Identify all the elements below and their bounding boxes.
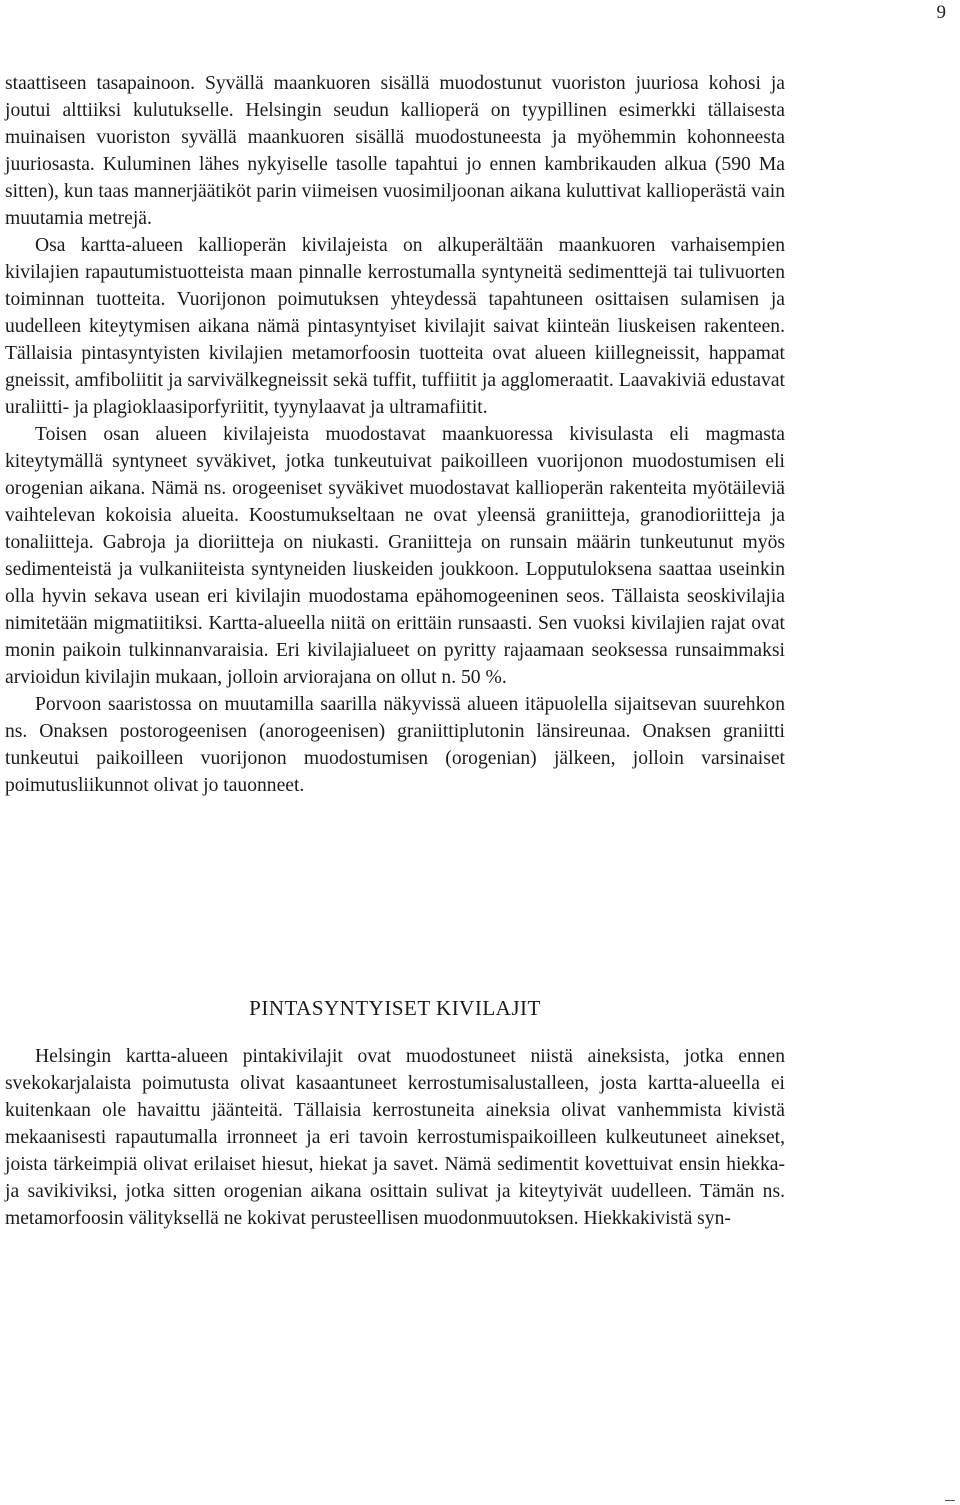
section-body-1 — [5, 70, 785, 799]
corner-mark — [945, 1500, 955, 1501]
paragraph-5: Helsingin kartta-alueen pintakivilajit ovat muodostuneet niistä aineksista, jotka ennen svekokarjalaista poimutusta olivat kasaantuneet kerrostumisalustalleen, josta kartta-alueella ei kuitenkaan ole havaittu jäänteitä. Tällaisia kerrostuneita aineksia olivat vanhemmista kivistä mekaanisesti rapautumalla irronneet ja eri tavoin kerrostumispaikoilleen kulkeutuneet ainekset, joista tärkeimpiä olivat erilaiset hiesut, hiekat ja savet. Nämä sedimentit kovettuivat ensin hiekka- ja savikiviksi, jotka sitten orogenian aikana osittain sulivat ja kiteytyivät uudelleen. Tämän ns. metamorfoosin välityksellä ne kokivat perusteellisen muodonmuutoksen. Hiekkakivistä syn- — [5, 1046, 785, 1229]
paragraph-3: Toisen osan alueen kivilajeista muodostavat maankuoressa kivisulasta eli magmasta kiteytymällä syntyneet syväkivet, jotka tunkeutuivat paikoilleen vuorijonon muodostumisen eli orogenian aikana. Nämä ns. orogeeniset syväkivet muodostavat kallioperän rakenteita myötäileviä vaihtelevan kokoisia alueita. Koostumukseltaan ne ovat yleensä graniitteja, granodioriitteja ja tonaliitteja. Gabroja ja dioriitteja on niukasti. Graniitteja on runsain määrin tunkeutunut myös sedimenteistä ja vulkaniiteista syntyneiden liuskeiden joukkoon. Lopputuloksena saattaa useinkin olla hyvin sekava usean eri kivilajin muodostama epähomogeeninen seos. Tällaista seoskivilajia nimitetään migmatiitiksi. Kartta-alueella niitä on erittäin runsaasti. Sen vuoksi kivilajien rajat ovat monin paikoin tulkinnanvaraisia. Eri kivilajialueet on pyritty rajaamaan seoksessa runsaimmaksi arvioidun kivilajin mukaan, jolloin arviorajana on ollut n. 50 %. — [5, 424, 785, 688]
paragraph-1: staattiseen tasapainoon. Syvällä maankuoren sisällä muodostunut vuoriston juuriosa kohosi ja joutui alttiiksi kulutukselle. Helsingin seudun kallioperä on tyypillinen esimerkki tällaisesta muinaisen vuoriston syvällä maankuoren sisällä muodostuneesta ja myöhemmin kohonneesta juuriosasta. Kuluminen lähes nykyiselle tasolle tapahtui jo ennen kambrikauden alkua (590 Ma sitten), kun taas mannerjäätiköt parin viimeisen vuosimiljoonan aikana kuluttivat kallioperästä vain muutamia metrejä. — [5, 73, 785, 229]
page-number: 9 — [936, 2, 946, 23]
section-heading: PINTASYNTYISET KIVILAJIT — [249, 996, 541, 1020]
paragraph-4: Porvoon saaristossa on muutamilla saarilla näkyvissä alueen itäpuolella sijaitsevan suurehkon ns. Onaksen postorogeenisen (anorogeenisen) graniittiplutonin länsireunaa. Onaksen graniitti tunkeutui paikoilleen vuorijonon muodostumisen (orogenian) jälkeen, jolloin varsinaiset poimutusliikunnot olivat jo tauonneet. — [5, 694, 785, 796]
section-body-2 — [5, 1043, 785, 1232]
paragraph-2: Osa kartta-alueen kallioperän kivilajeista on alkuperältään maankuoren varhaisempien kivilajien rapautumistuotteista maan pinnalle kerrostumalla syntyneitä sedimenttejä tai tulivuorten toiminnan tuotteita. Vuorijonon poimutuksen yhteydessä tapahtuneen osittaisen sulamisen ja uudelleen kiteytymisen aikana nämä pintasyntyiset kivilajit saivat kiinteän liuskeisen rakenteen. Tällaisia pintasyntyisten kivilajien metamorfoosin tuotteita ovat alueen kiillegneissit, happamat gneissit, amfiboliitit ja sarvivälkegneissit sekä tuffit, tuffiitit ja agglomeraatit. Laavakiviä edustavat uraliitti- ja plagioklaasiporfyriitit, tyynylaavat ja ultramafiitit. — [5, 235, 785, 418]
